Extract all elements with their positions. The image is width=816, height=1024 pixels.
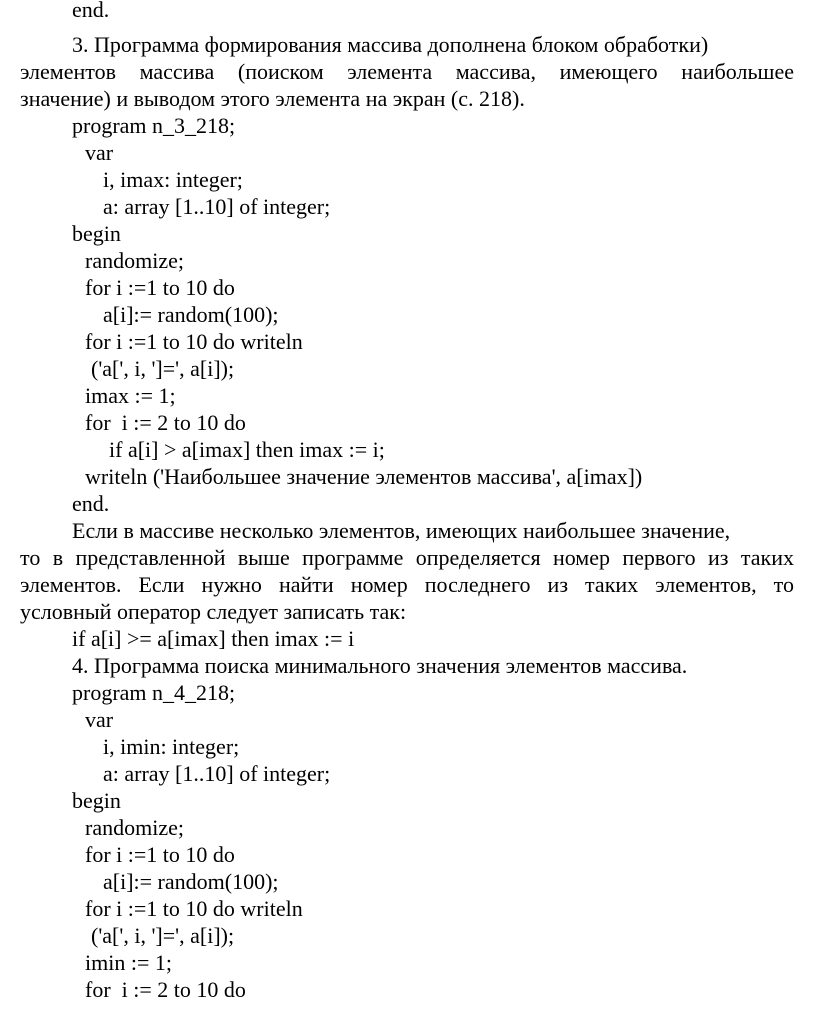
code-for-search-1: for i := 2 to 10 do xyxy=(85,410,246,435)
code-program-n3: program n_3_218; xyxy=(72,113,236,138)
item-3-heading-line: 3. Программа формирования массива дополнена блоком обработки) xyxy=(72,32,709,57)
code-imax-init: imax := 1; xyxy=(85,383,176,408)
code-program-n4: program n_4_218; xyxy=(72,680,236,705)
code-if-max: if a[i] > a[imax] then imax := i; xyxy=(109,437,385,462)
item-3-text-line-3: значение) и выводом этого элемента на экран (с. 218). xyxy=(20,86,525,111)
code-decl-array-1: a: array [1..10] of integer; xyxy=(103,194,331,219)
code-decl-array-2: a: array [1..10] of integer; xyxy=(103,761,331,786)
code-writeln-max: writeln ('Наибольшее значение элементов массива', a[imax]) xyxy=(85,464,643,489)
code-writeln-args-1: ('a[', i, ']=', a[i]); xyxy=(91,356,235,381)
item-4-heading-line: 4. Программа поиска минимального значения элементов массива. xyxy=(72,653,688,678)
note-line-1: Если в массиве несколько элементов, имеющих наибольшее значение, xyxy=(72,518,731,543)
code-for-writeln-2: for i :=1 to 10 do writeln xyxy=(85,896,303,921)
code-begin-1: begin xyxy=(72,221,121,246)
code-decl-imin: i, imin: integer; xyxy=(103,734,240,759)
code-for-fill-2: for i :=1 to 10 do xyxy=(85,842,235,867)
code-imin-init: imin := 1; xyxy=(85,950,172,975)
code-random-assign-2: a[i]:= random(100); xyxy=(103,869,279,894)
note-line-2: то в представленной выше программе определяется номер первого из таких xyxy=(20,545,794,570)
code-decl-imax: i, imax: integer; xyxy=(103,167,243,192)
code-var-2: var xyxy=(85,707,114,732)
code-if-max-last: if a[i] >= a[imax] then imax := i xyxy=(72,626,355,651)
code-for-search-2: for i := 2 to 10 do xyxy=(85,977,246,1002)
code-for-writeln-1: for i :=1 to 10 do writeln xyxy=(85,329,303,354)
code-line-end-1: end. xyxy=(72,0,110,22)
code-for-fill-1: for i :=1 to 10 do xyxy=(85,275,235,300)
code-random-assign-1: a[i]:= random(100); xyxy=(103,302,279,327)
code-end-2: end. xyxy=(72,491,110,516)
code-randomize-1: randomize; xyxy=(85,248,184,273)
code-var-1: var xyxy=(85,140,114,165)
code-begin-2: begin xyxy=(72,788,121,813)
code-randomize-2: randomize; xyxy=(85,815,184,840)
code-writeln-args-2: ('a[', i, ']=', a[i]); xyxy=(91,923,235,948)
note-line-4: условный оператор следует записать так: xyxy=(20,599,407,624)
note-line-3: элементов. Если нужно найти номер последнего из таких элементов, то xyxy=(20,572,794,597)
item-3-text-line-2: элементов массива (поиском элемента массива, имеющего наибольшее xyxy=(20,59,794,84)
